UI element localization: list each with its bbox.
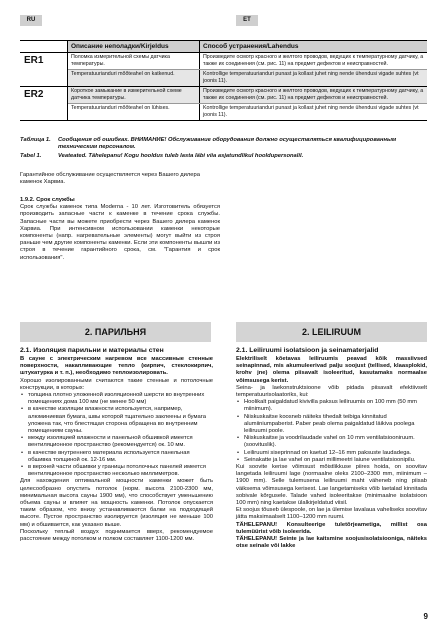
table-subrow — [68, 104, 427, 120]
list-item: • толщина плотно уложенной изоляционной шерсти во внутренних помещениях дома 100 мм (не менее 50 мм) — [20, 392, 213, 406]
error-description: Короткое замыкание в измерительной схеме датчика температуры. — [68, 87, 200, 103]
list-item: • Hoolikalt paigaldatud kivivilla paksus leiliruumis on 100 mm (50 mm miinimum). — [236, 399, 427, 413]
et-warning: TÄHELEPANU! Seinte ja lae kaitsmine soojusisolatsiooniga, näiteks otse seinale või lakke — [236, 536, 427, 550]
table-subrow — [68, 87, 427, 104]
page-number: 9 — [423, 612, 428, 621]
caption-label: Таблица 1. — [20, 137, 51, 143]
list-item: • в качестве внутреннего материала используется панельная обшивка толщиной ок. 12-16 мм. — [20, 450, 213, 464]
error-solution: Произведите осмотр красного и желтого проводов, ведущих к температурному датчику, а также их соединения (см. рис. 11) на предмет дефектов и неисправностей. — [203, 88, 424, 101]
caption-text: Veateated. Tähelepanu! Kogu hooldus tuleb lasta läbi viia asjatundlikul hooldupersonalil. — [58, 153, 304, 159]
section-title-ru: 2. ПАРИЛЬНЯ — [20, 322, 211, 342]
error-code: ER2 — [20, 87, 68, 120]
et-insulation-heading: 2.1. Leiliruumi isolatsioon ja seinamaterjalid — [236, 347, 379, 354]
list-item: • в верхней части обшивки у границы потолочных панелей имеется вентиляционное пространство несколько миллиметров. — [20, 464, 213, 478]
ru-paragraph: Хорошо изолированными считаются такие стенные и потолочные конструкции, в которых: — [20, 377, 213, 391]
list-item: • Niiskuskaitse ja voodrilaudade vahel on 10 mm ventilatsiooniruum. (soovituslik). — [236, 435, 427, 449]
list-item: • между изоляцией влажности и панельной обшивкой имеется вентиляционное пространство (рекомендуется) ок. 10 мм. — [20, 435, 213, 449]
error-solution: Kontrollige temperatuurianduri punast ja kollast juhet ning nende ühendusi vigade suhtes (vt joonis 11). — [203, 71, 419, 84]
ru-intro: В сауне с электрическим нагревом все массивные стенные поверхности, накапливающие тепло (кирпич, стеклокирпич, штукатурка и т. п.), необходимо теплоизолировать. — [20, 356, 213, 377]
table-subrow — [68, 70, 427, 86]
ru-bullet-list — [20, 392, 213, 478]
ru-insulation-section — [20, 347, 213, 543]
list-item: • в качестве изоляции влажности используется, например, алюминиевая бумага, швы которой тщательно заклеены и бумага уложена так, что блестящая сторона обращена во внутренним помещениям сауны. — [20, 406, 213, 435]
table-header-description: Описание неполадки/Kirjeldus — [68, 41, 200, 52]
error-description: Поломка измерительной схемы датчика температуры. — [68, 53, 200, 69]
et-intro: Elektriliselt kõetavas leiliruumis peavad kõik massiivsed seinapinnad, mis akumuleerivad palju soojust (tellised, klaasplokid, krohv jne) olema piisavalt isoleeritud, kasutamaks normaalse võimsusega kerist. — [236, 356, 427, 384]
table-caption-ru — [20, 137, 427, 151]
list-item: • Leiliruumi siseprinnad on kaetud 12–16 mm paksuste laudadega. — [236, 450, 427, 457]
table-subrow — [68, 53, 427, 70]
et-warning: TÄHELEPANU! Konsulteerige tuletõrjeametiga, millist osa tulemüürist võib isoleerida. — [236, 521, 427, 535]
ru-paragraph: Поскольку теплый воздух поднимается вверх, рекомендуемое расстояние между потолком и полком составляет 1100-1200 мм. — [20, 528, 213, 543]
et-paragraph: Kui soovite kerise võimsust mõistlikkuse piires hoida, on soovitav langetada leiliruumi lage (normaalne oleks 2100–2300 mm, miinimum –1900 mm). Selle tulemusena leiliruumi maht väheneb ning piisab väiksema võimsusega kerisest. Lae langetamiseks võib laetalad kinnitada sobivale kõrgusele. Talade vahed isoleeritakse (minimaalne isolatsioon 100 mm) ning kaetakse ülalkirjeldatud viisil. — [236, 464, 427, 507]
list-item: • Seinakatte ja lae vahel on paari millimeetri laiune ventilatsioonipilu. — [236, 457, 427, 464]
warranty-paragraph: Гарантийное обслуживание осуществляется через Вашего дилера каменок Харвиа. — [20, 172, 200, 186]
table-caption-et — [20, 153, 427, 160]
error-code: ER1 — [20, 53, 68, 86]
ru-insulation-heading: 2.1. Изоляция парильни и материалы стен — [20, 347, 164, 354]
ru-paragraph: Для нахождения оптимальной мощности каменки может быть целесообразно опустить потолок (норм. высота 2100-2300 мм, минимальная высота сауны 1900 мм), что способствует уменьшению объема сауны и влияет на мощность каменки. Потолок опускается таким образом, что внизу устанавливаются балки на подходящей высоте. Пустое пространство изолируется (изоляция не меньше 100 мм) и обшивается, как указано выше. — [20, 478, 213, 528]
service-life-heading: 1.9.2. Срок службы — [20, 197, 75, 203]
service-life-text: Срок службы каменок типа Moderna - 10 лет. Изготовитель обязуется производить запасные части к каменке в течение срока службы. Запасные части вы можете приобрести через Вашего дилера каменок Харвиа. При интенсивном использовании каменки некоторые компоненты (напр. нагревательные элементы) могут выйти из строя раньше чем другие компоненты каменки. Если эти компоненты вышли из строя в течение гарантийного срока, см. "Гарантия и срок использования". — [20, 204, 220, 261]
et-bullet-list — [236, 399, 427, 464]
table-row-er2 — [20, 87, 427, 121]
error-description: Temperatuurianduri mõõteahel on lühises. — [68, 104, 200, 120]
error-table — [20, 40, 427, 121]
list-item: • Niiskuskaitse koosneb näiteks tihedalt teibiga kinnitatud alumiiniumpaberist. Paber peab olema paigaldatud läikiva poolega leiliruumi poole. — [236, 414, 427, 436]
et-paragraph: Seina- ja laekonstruktsioone võib pidada piisavalt efektiivselt temperatuurisolaatoriks, kui: — [236, 384, 427, 399]
caption-label: Tabel 1. — [20, 153, 42, 159]
caption-text: Сообщения об ошибках. ВНИМАНИЕ! Обслуживание оборудования должно осуществляться квалифицированным техническим персоналом. — [58, 137, 397, 150]
error-solution: Произведите осмотр красного и желтого проводов, ведущих к температурному датчику, а также их соединения (см. рис. 11) на предмет дефектов и неисправностей. — [203, 54, 424, 67]
table-header-solution: Способ устранения/Lahendus — [200, 41, 427, 52]
error-solution: Kontrollige temperatuurianduri punast ja kollast juhet ning nende ühendusi vigade suhtes (vt joonis 11). — [203, 105, 419, 118]
language-tag-ru: RU — [20, 15, 42, 26]
et-insulation-section — [236, 347, 427, 550]
section-title-et: 2. LEILIRUUM — [236, 322, 427, 342]
language-tag-et: ET — [236, 15, 258, 26]
service-life-section — [20, 197, 220, 262]
et-paragraph: Et soojus tõuseb ülespoole, on lae ja ülemise lavalaua vaheliseks soovitav jätta maksimaalselt 1100–1200 mm ruumi. — [236, 507, 427, 521]
table-header-code — [20, 41, 68, 52]
table-row-er1 — [20, 53, 427, 87]
table-header — [20, 41, 427, 53]
error-description: Temperatuurianduri mõõteahel on katkenud. — [68, 70, 200, 86]
